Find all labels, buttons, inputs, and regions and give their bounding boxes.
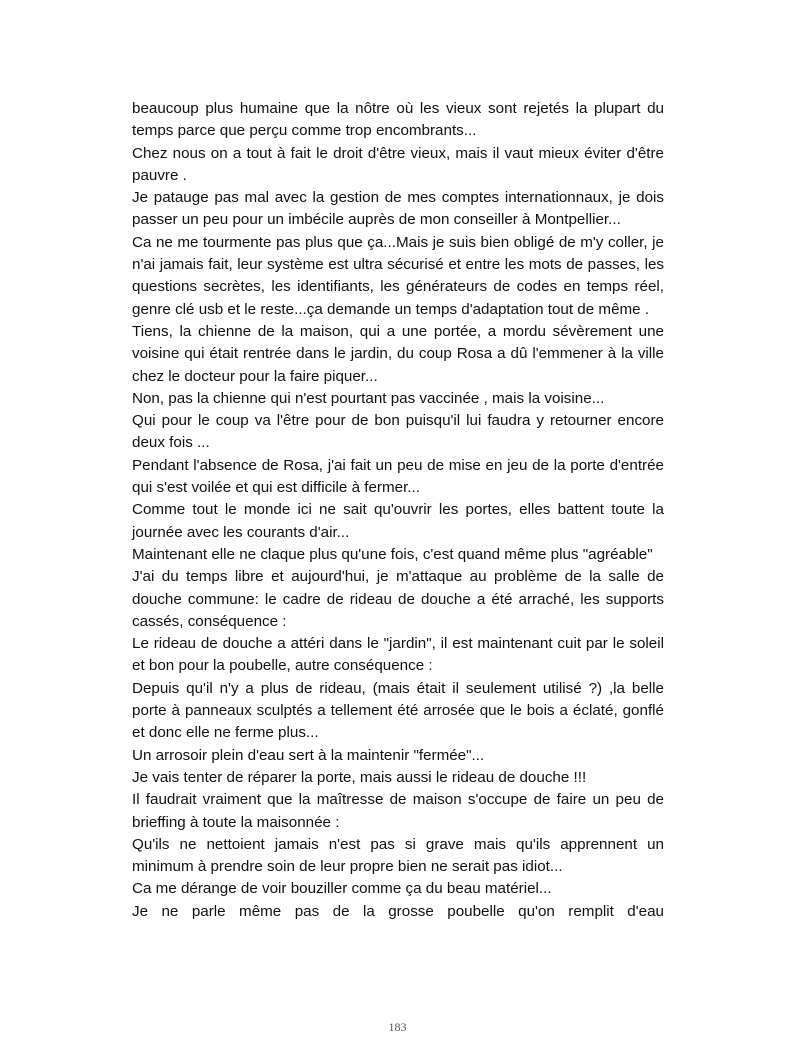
paragraph: Je vais tenter de réparer la porte, mais aussi le rideau de douche !!!	[132, 768, 587, 786]
paragraph: Pendant l'absence de Rosa, j'ai fait un peu de mise en jeu de la porte d'entrée qui s'est voilée et qui est difficile à fermer...	[132, 456, 664, 497]
paragraph: Chez nous on a tout à fait le droit d'être vieux, mais il vaut mieux éviter d'être pauvre .	[132, 144, 664, 184]
paragraph: Il faudrait vraiment que la maîtresse de maison s'occupe de faire un peu de brieffing à toute la maisonnée :	[132, 791, 664, 831]
paragraph: Le rideau de douche a attéri dans le "jardin", il est maintenant cuit par le soleil et bon pour la poubelle, autre conséquence :	[132, 635, 664, 675]
page-number: 183	[388, 1020, 407, 1034]
paragraph: Tiens, la chienne de la maison, qui a une portée, a mordu sévèrement une voisine qui était rentrée dans le jardin, du coup Rosa a dû l'emmener à la ville chez le docteur pour la faire piquer...	[132, 322, 664, 385]
paragraph: Je patauge pas mal avec la gestion de mes comptes internationnaux, je dois passer un peu pour un imbécile auprès de mon conseiller à Montpellier...	[132, 189, 664, 229]
paragraph: beaucoup plus humaine que la nôtre où les vieux sont rejetés la plupart du temps parce que perçu comme trop encombrants...	[132, 100, 664, 140]
paragraph: Ca me dérange de voir bouziller comme ça du beau matériel...	[132, 880, 552, 898]
paragraph: Maintenant elle ne claque plus qu'une fois, c'est quand même plus "agréable"	[132, 545, 653, 563]
paragraph: Non, pas la chienne qui n'est pourtant pas vaccinée , mais la voisine...	[132, 389, 605, 407]
paragraph: Je ne parle même pas de la grosse poubelle qu'on remplit d'eau	[132, 902, 664, 920]
page-body	[132, 98, 664, 923]
paragraph: Depuis qu'il n'y a plus de rideau, (mais était il seulement utilisé ?) ,la belle porte à panneaux sculptés a tellement été arrosée que le bois a éclaté, gonflé et donc elle ne ferme plus...	[132, 679, 664, 742]
paragraph: J'ai du temps libre et aujourd'hui, je m'attaque au problème de la salle de douche commune: le cadre de rideau de douche a été arraché, les supports cassés, conséquence :	[132, 568, 664, 630]
paragraph: Un arrosoir plein d'eau sert à la maintenir "fermée"...	[132, 746, 485, 764]
paragraph: Qu'ils ne nettoient jamais n'est pas si grave mais qu'ils apprennent un minimum à prendre soin de leur propre bien ne serait pas idiot...	[132, 835, 664, 876]
paragraph: Comme tout le monde ici ne sait qu'ouvrir les portes, elles battent toute la journée avec les courants d'air...	[132, 501, 664, 541]
paragraph: Qui pour le coup va l'être pour de bon puisqu'il lui faudra y retourner encore deux fois ...	[132, 412, 664, 452]
paragraph: Ca ne me tourmente pas plus que ça...Mais je suis bien obligé de m'y coller, je n'ai jamais fait, leur système est ultra sécurisé et entre les mots de passes, les questions secrètes, les identifiants, les générateurs de codes en temps réel, genre clé usb et le reste...ça demande un temps d'adaptation tout de même .	[132, 233, 664, 318]
